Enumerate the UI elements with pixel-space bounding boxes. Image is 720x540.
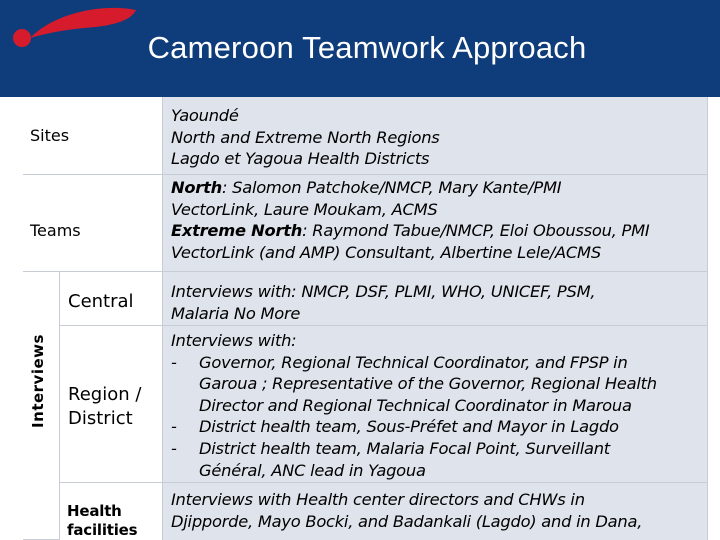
health-text: Interviews with Health center directors and CHWs in Djipporde, Mayo Bocki, and Badankali (Lagdo) and in Dana, [171,490,643,531]
interviews-label: Interviews [29,334,48,428]
extreme-north-label: Extreme North [171,221,303,241]
approach-table [23,97,708,540]
teams-label: Teams [30,221,81,240]
central-label: Central [68,291,134,312]
regional-bullet-2: - District health team, Sous-Préfet and Mayor in Lagdo [171,417,619,437]
regional-bullet-3: - District health team, Malaria Focal Point, Surveillant [171,438,610,458]
regional-label: Region / District [68,384,142,429]
sites-label: Sites [30,126,70,145]
slide-title: Cameroon Teamwork Approach [147,30,587,65]
sites-text: Yaoundé North and Extreme North Regions Lagdo et Yagoua Health Districts [171,106,440,169]
regional-bullet-1: - Governor, Regional Technical Coordinator, and FPSP in [171,352,628,372]
north-label: North [171,178,222,197]
health-label: Health facilities [67,502,138,539]
central-text: Interviews with: NMCP, DSF, PLMI, WHO, UNICEF, PSM, Malaria No More [171,282,596,323]
slide-header [0,0,720,97]
regional-text: Interviews with: - Governor, Regional Technical Coordinator, and FPSP in Garoua ; Representative of the Governor, Regional Health Director and Regional Technical Coordinator in Maroua - District health team, Sous-Préfet and Mayor in Lagdo - District health team, Malaria Focal Point, Surveillant Général, ANC lead in Yagoua [171,331,657,480]
teams-text: North: Salomon Patchoke/NMCP, Mary Kante/PMI VectorLink, Laure Moukam, ACMS Extreme North: Raymond Tabue/NMCP, Eloi Oboussou, PMI VectorLink (and AMP) Consultant, Albertine Lele/ACMS [171,178,650,262]
